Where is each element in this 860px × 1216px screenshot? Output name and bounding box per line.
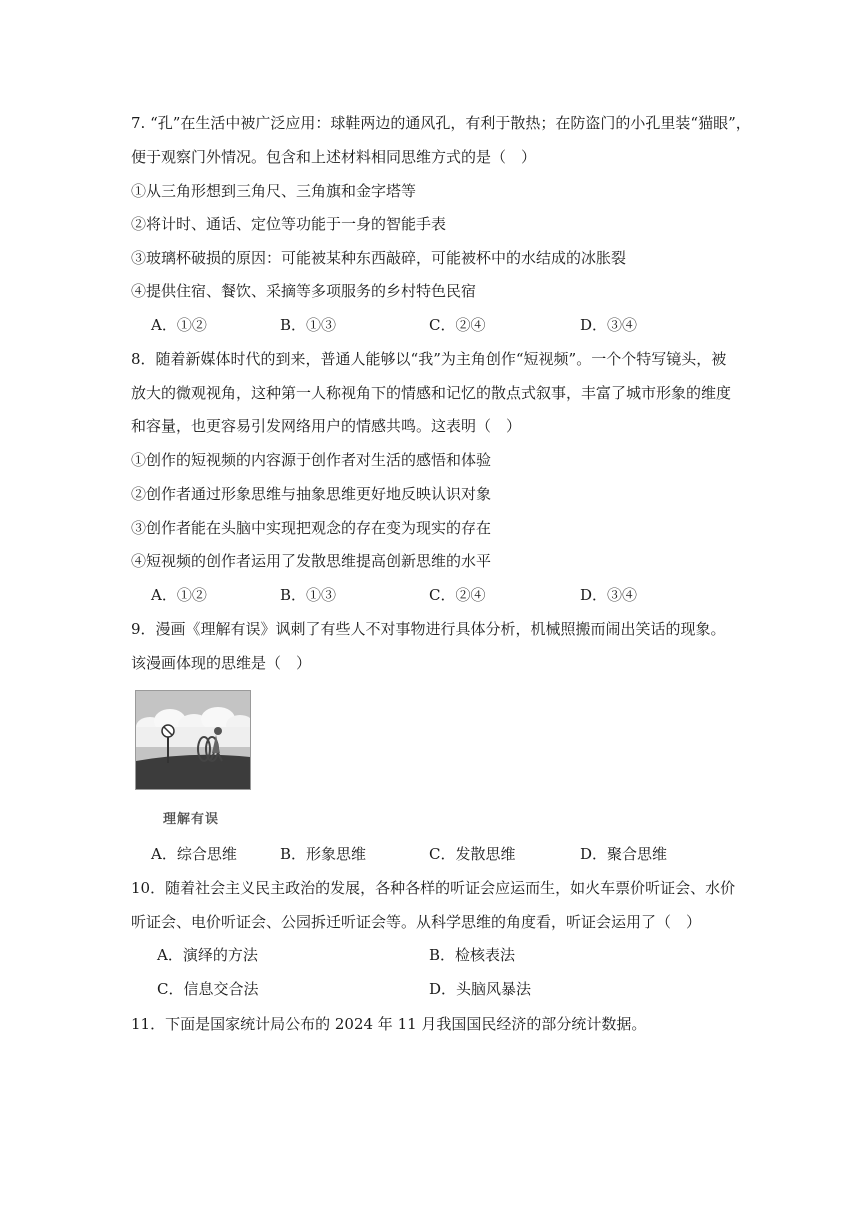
q10-option-a: A．演绎的方法 bbox=[157, 946, 258, 964]
cartoon-caption: 理解有误 bbox=[163, 812, 220, 827]
q8-item-3: ③创作者能在头脑中实现把观念的存在变为现实的存在 bbox=[131, 519, 492, 537]
q10-option-c: C．信息交合法 bbox=[157, 980, 259, 998]
q10-option-b: B．检核表法 bbox=[429, 946, 516, 964]
q8-item-4: ④短视频的创作者运用了发散思维提高创新思维的水平 bbox=[131, 552, 492, 570]
q7-item-1: ①从三角形想到三角尺、三角旗和金字塔等 bbox=[131, 182, 417, 200]
q8-option-a: A．①② bbox=[151, 586, 207, 604]
q8-option-b: B．①③ bbox=[280, 586, 337, 604]
q9-stem-line-1: 9．漫画《理解有误》讽刺了有些人不对事物进行具体分析，机械照搬而闹出笑话的现象。 bbox=[131, 620, 726, 638]
q8-item-2: ②创作者通过形象思维与抽象思维更好地反映认识对象 bbox=[131, 485, 492, 503]
q9-option-d: D．聚合思维 bbox=[580, 845, 668, 863]
cartoon-image bbox=[135, 690, 251, 790]
q7-stem-line-2: 便于观察门外情况。包含和上述材料相同思维方式的是（ ） bbox=[131, 148, 537, 166]
q7-option-c: C．②④ bbox=[429, 316, 486, 334]
q11-stem-line-1: 11．下面是国家统计局公布的 2024 年 11 月我国国民经济的部分统计数据。 bbox=[131, 1015, 647, 1033]
q9-stem-line-2: 该漫画体现的思维是（ ） bbox=[131, 654, 312, 672]
q7-item-2: ②将计时、通话、定位等功能于一身的智能手表 bbox=[131, 215, 447, 233]
q8-stem-line-3: 和容量，也更容易引发网络用户的情感共鸣。这表明（ ） bbox=[131, 417, 522, 435]
q8-item-1: ①创作的短视频的内容源于创作者对生活的感悟和体验 bbox=[131, 451, 492, 469]
q7-option-d: D．③④ bbox=[580, 316, 638, 334]
q7-option-a: A．①② bbox=[151, 316, 207, 334]
q9-option-b: B．形象思维 bbox=[280, 845, 367, 863]
q7-item-3: ③玻璃杯破损的原因：可能被某种东西敲碎，可能被杯中的水结成的冰胀裂 bbox=[131, 249, 627, 267]
q7-option-b: B．①③ bbox=[280, 316, 337, 334]
q7-item-4: ④提供住宿、餐饮、采摘等多项服务的乡村特色民宿 bbox=[131, 282, 477, 300]
q9-option-a: A．综合思维 bbox=[151, 845, 237, 863]
q9-option-c: C．发散思维 bbox=[429, 845, 516, 863]
q7-stem-line-1: 7. “孔”在生活中被广泛应用：球鞋两边的通风孔，有利于散热；在防盗门的小孔里装“猫眼”， bbox=[131, 114, 751, 132]
q8-stem-line-2: 放大的微观视角，这种第一人称视角下的情感和记忆的散点式叙事，丰富了城市形象的维度 bbox=[131, 384, 732, 402]
q10-option-d: D．头脑风暴法 bbox=[429, 980, 532, 998]
q8-stem-line-1: 8．随着新媒体时代的到来，普通人能够以“我”为主角创作“短视频”。一个个特写镜头，被 bbox=[131, 350, 727, 368]
q8-option-d: D．③④ bbox=[580, 586, 638, 604]
q10-stem-line-2: 听证会、电价听证会、公园拆迁听证会等。从科学思维的角度看，听证会运用了（ ） bbox=[131, 913, 702, 931]
q8-option-c: C．②④ bbox=[429, 586, 486, 604]
q10-stem-line-1: 10．随着社会主义民主政治的发展，各种各样的听证会应运而生，如火车票价听证会、水价 bbox=[131, 879, 736, 897]
